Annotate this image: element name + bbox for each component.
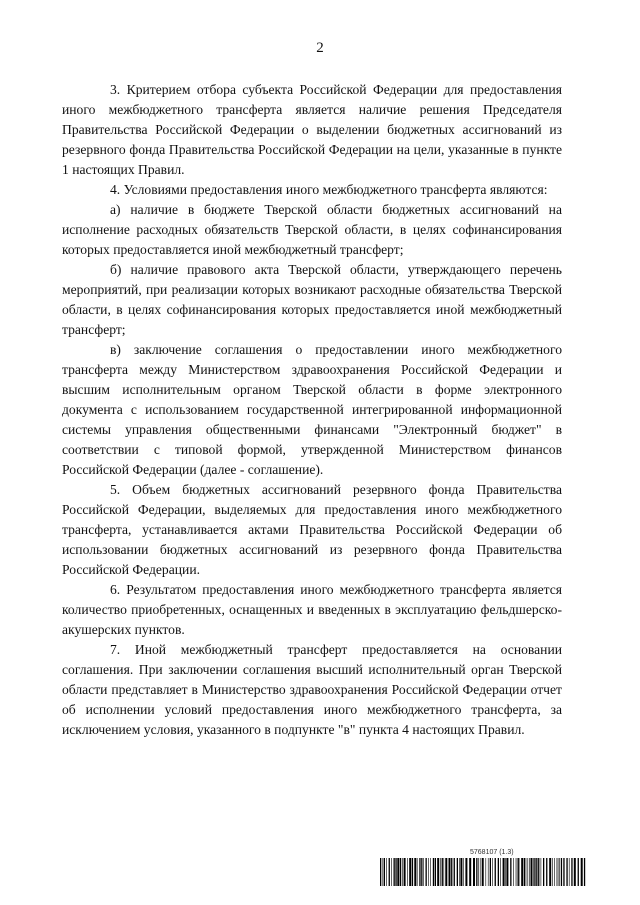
paragraph-7: 7. Иной межбюджетный трансферт предоставляется на основании соглашения. При заключении соглашения высший исполнительный орган Тверской области представляет в Министерство здравоохранения Российской Федерации отчет об исполнении условий предоставления иного межбюджетного трансферта, за исключением условия, указанного в подпункте "в" пункта 4 настоящих Правил. xyxy=(62,642,562,737)
paragraph-4b: б) наличие правового акта Тверской области, утверждающего перечень мероприятий, при реализации которых возникают расходные обязательства Тверской области, в целях софинансирования которых предоставляется иной межбюджетный трансферт; xyxy=(62,262,562,337)
paragraph-4v: в) заключение соглашения о предоставлении иного межбюджетного трансферта между Министерством здравоохранения Российской Федерации и высшим исполнительным органом Тверской области в форме электронного документа с использованием государственной интегрированной информационной системы управления общественными финансами "Электронный бюджет" в соответствии с типовой формой, утвержденной Министерством финансов Российской Федерации (далее - соглашение). xyxy=(62,342,562,477)
paragraph-4: 4. Условиями предоставления иного межбюджетного трансферта являются: xyxy=(110,182,548,197)
paragraph-4a: а) наличие в бюджете Тверской области бюджетных ассигнований на исполнение расходных обязательств Тверской области, в целях софинансирования которых предоставляется иной межбюджетный трансферт; xyxy=(62,202,562,257)
barcode xyxy=(380,858,586,886)
page-number: 2 xyxy=(316,40,324,56)
document-body xyxy=(62,80,562,740)
paragraph-3: 3. Критерием отбора субъекта Российской Федерации для предоставления иного межбюджетного трансферта является наличие решения Председателя Правительства Российской Федерации о выделении бюджетных ассигнований из резервного фонда Правительства Российской Федерации на цели, указанные в пункте 1 настоящих Правил. xyxy=(62,82,562,177)
paragraph-5: 5. Объем бюджетных ассигнований резервного фонда Правительства Российской Федерации, выделяемых для предоставления иного межбюджетного трансферта, устанавливается актами Правительства Российской Федерации об использовании бюджетных ассигнований из резервного фонда Правительства Российской Федерации. xyxy=(62,482,562,577)
document-code: 5768107 (1.3) xyxy=(470,849,514,856)
paragraph-6: 6. Результатом предоставления иного межбюджетного трансферта является количество приобретенных, оснащенных и введенных в эксплуатацию фельдшерско-акушерских пунктов. xyxy=(62,582,562,637)
